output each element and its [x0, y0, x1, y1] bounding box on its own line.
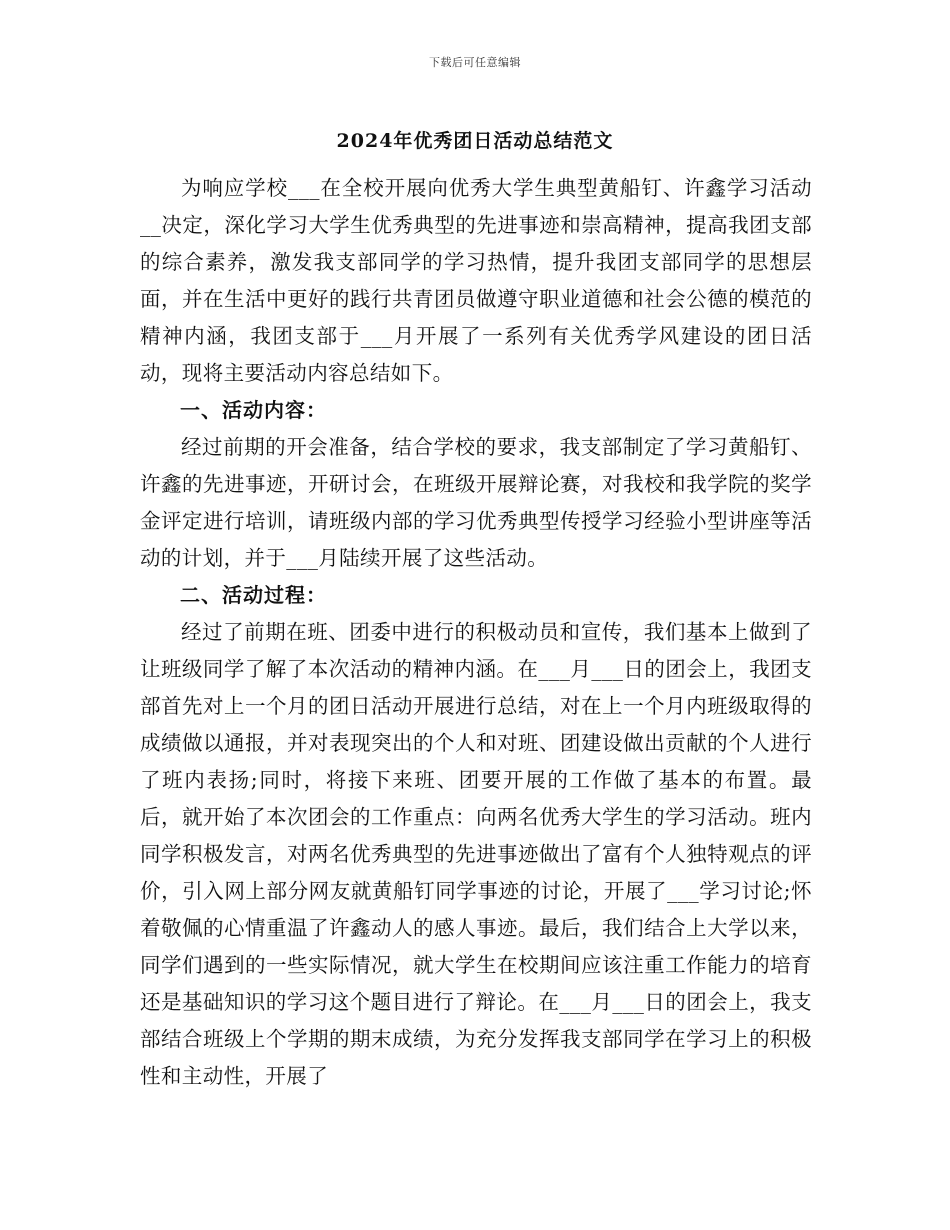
intro-paragraph: 为响应学校___在全校开展向优秀大学生典型黄船钉、许鑫学习活动__决定，深化学习大学生优秀典型的先进事迹和崇高精神，提高我团支部的综合素养，激发我支部同学的学习热情，提升我团支部同学的思想层面，并在生活中更好的践行共青团员做遵守职业道德和社会公德的模范的精神内涵，我团支部于___月开展了一系列有关优秀学风建设的团日活动，现将主要活动内容总结如下。 [140, 176, 812, 385]
header-note: 下载后可任意编辑 [429, 56, 521, 69]
document-body [140, 170, 812, 1095]
activity-content-paragraph: 经过前期的开会准备，结合学校的要求，我支部制定了学习黄船钉、许鑫的先进事迹，开研讨会，在班级开展辩论赛，对我校和我学院的奖学金评定进行培训，请班级内部的学习优秀典型传授学习经验小型讲座等活动的计划，并于___月陆续开展了这些活动。 [140, 435, 812, 570]
document-title: 2024年优秀团日活动总结范文 [336, 130, 614, 152]
activity-process-paragraph: 经过了前期在班、团委中进行的积极动员和宣传，我们基本上做到了让班级同学了解了本次活动的精神内涵。在___月___日的团会上，我团支部首先对上一个月的团日活动开展进行总结，对在上一个月内班级取得的成绩做以通报，并对表现突出的个人和对班、团建设做出贡献的个人进行了班内表扬;同时，将接下来班、团要开展的工作做了基本的布置。最后，就开始了本次团会的工作重点：向两名优秀大学生的学习活动。班内同学积极发言，对两名优秀典型的先进事迹做出了富有个人独特观点的评价，引入网上部分网友就黄船钉同学事迹的讨论，开展了___学习讨论;怀着敬佩的心情重温了许鑫动人的感人事迹。最后，我们结合上大学以来，同学们遇到的一些实际情况，就大学生在校期间应该注重工作能力的培育还是基础知识的学习这个题目进行了辩论。在___月___日的团会上，我支部结合班级上个学期的期末成绩，为充分发挥我支部同学在学习上的积极性和主动性，开展了 [140, 620, 812, 1088]
section-heading-activity-process: 二、活动过程： [180, 583, 327, 607]
section-heading-activity-content: 一、活动内容： [180, 398, 327, 422]
